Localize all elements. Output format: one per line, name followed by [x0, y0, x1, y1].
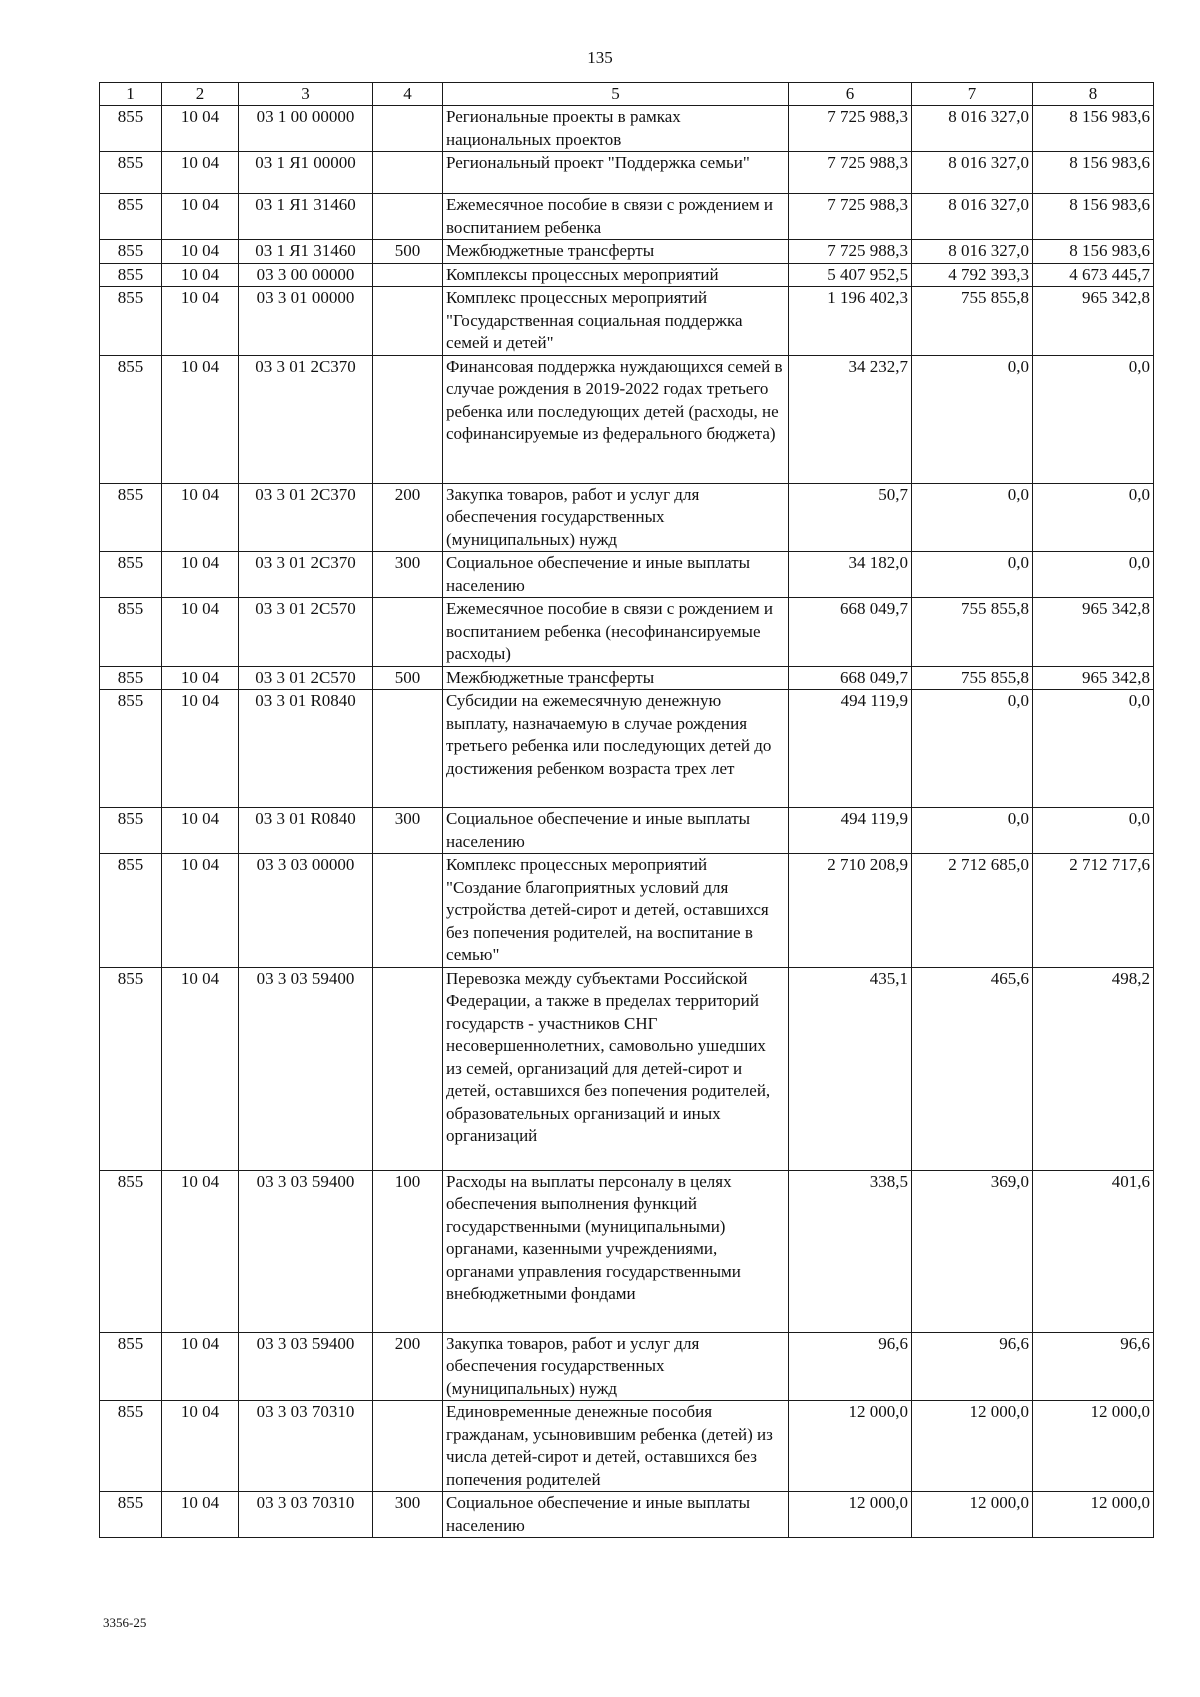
cell-expense-type: 300: [373, 552, 443, 598]
cell-amount-year-2: 8 016 327,0: [912, 106, 1033, 152]
cell-section: 10 04: [162, 355, 239, 483]
cell-amount-year-2: 12 000,0: [912, 1401, 1033, 1492]
cell-description: Региональные проекты в рамках национальных проектов: [443, 106, 789, 152]
cell-amount-year-1: 50,7: [789, 483, 912, 552]
cell-amount-year-3: 8 156 983,6: [1033, 106, 1154, 152]
cell-expense-type: 500: [373, 666, 443, 690]
cell-expense-type: [373, 967, 443, 1170]
cell-amount-year-3: 8 156 983,6: [1033, 152, 1154, 194]
cell-expense-type: 300: [373, 1492, 443, 1538]
cell-target-article: 03 3 01 2С570: [239, 666, 373, 690]
cell-admin-code: 855: [100, 240, 162, 264]
cell-admin-code: 855: [100, 152, 162, 194]
cell-amount-year-3: 965 342,8: [1033, 598, 1154, 667]
table-row: [100, 1332, 1154, 1401]
cell-amount-year-3: 965 342,8: [1033, 666, 1154, 690]
cell-target-article: 03 1 Я1 31460: [239, 240, 373, 264]
cell-target-article: 03 3 03 70310: [239, 1492, 373, 1538]
header-col-4: 4: [373, 83, 443, 106]
cell-amount-year-1: 435,1: [789, 967, 912, 1170]
cell-target-article: 03 1 Я1 31460: [239, 194, 373, 240]
cell-target-article: 03 3 03 59400: [239, 1170, 373, 1332]
cell-description: Финансовая поддержка нуждающихся семей в случае рождения в 2019-2022 годах третьего ребенка или последующих детей (расходы, не софинансируемые из федерального бюджета): [443, 355, 789, 483]
cell-admin-code: 855: [100, 483, 162, 552]
cell-target-article: 03 3 03 59400: [239, 1332, 373, 1401]
table-row: [100, 1170, 1154, 1332]
cell-amount-year-3: 401,6: [1033, 1170, 1154, 1332]
cell-expense-type: [373, 598, 443, 667]
cell-description: Комплекс процессных мероприятий "Создание благоприятных условий для устройства детей-сирот и детей, оставшихся без попечения родителей, на воспитание в семью": [443, 854, 789, 968]
cell-expense-type: [373, 854, 443, 968]
table-row: [100, 240, 1154, 264]
cell-section: 10 04: [162, 240, 239, 264]
budget-table: [99, 82, 1154, 1538]
cell-amount-year-3: 0,0: [1033, 808, 1154, 854]
cell-target-article: 03 3 01 2С570: [239, 598, 373, 667]
table-row: [100, 483, 1154, 552]
cell-section: 10 04: [162, 287, 239, 356]
cell-description: Региональный проект "Поддержка семьи": [443, 152, 789, 194]
cell-section: 10 04: [162, 854, 239, 968]
cell-section: 10 04: [162, 1170, 239, 1332]
cell-admin-code: 855: [100, 1492, 162, 1538]
cell-amount-year-2: 0,0: [912, 552, 1033, 598]
table-row: [100, 152, 1154, 194]
cell-amount-year-3: 96,6: [1033, 1332, 1154, 1401]
cell-amount-year-1: 7 725 988,3: [789, 194, 912, 240]
cell-amount-year-1: 7 725 988,3: [789, 240, 912, 264]
cell-admin-code: 855: [100, 194, 162, 240]
cell-expense-type: 500: [373, 240, 443, 264]
table-row: [100, 355, 1154, 483]
cell-admin-code: 855: [100, 106, 162, 152]
cell-amount-year-2: 369,0: [912, 1170, 1033, 1332]
cell-description: Социальное обеспечение и иные выплаты населению: [443, 552, 789, 598]
cell-section: 10 04: [162, 1401, 239, 1492]
table-row: [100, 263, 1154, 287]
cell-amount-year-1: 494 119,9: [789, 690, 912, 808]
cell-amount-year-3: 2 712 717,6: [1033, 854, 1154, 968]
cell-admin-code: 855: [100, 690, 162, 808]
cell-section: 10 04: [162, 194, 239, 240]
cell-admin-code: 855: [100, 1401, 162, 1492]
cell-amount-year-2: 12 000,0: [912, 1492, 1033, 1538]
cell-admin-code: 855: [100, 263, 162, 287]
cell-target-article: 03 3 00 00000: [239, 263, 373, 287]
header-col-5: 5: [443, 83, 789, 106]
page-number: 135: [587, 48, 613, 67]
cell-amount-year-2: 0,0: [912, 808, 1033, 854]
cell-amount-year-2: 0,0: [912, 690, 1033, 808]
cell-amount-year-2: 8 016 327,0: [912, 152, 1033, 194]
cell-description: Ежемесячное пособие в связи с рождением и воспитанием ребенка (несофинансируемые расходы): [443, 598, 789, 667]
cell-expense-type: 100: [373, 1170, 443, 1332]
cell-expense-type: [373, 152, 443, 194]
cell-amount-year-1: 96,6: [789, 1332, 912, 1401]
cell-amount-year-3: 12 000,0: [1033, 1401, 1154, 1492]
table-header: [100, 83, 1154, 106]
cell-admin-code: 855: [100, 552, 162, 598]
cell-expense-type: [373, 1401, 443, 1492]
cell-section: 10 04: [162, 666, 239, 690]
cell-section: 10 04: [162, 552, 239, 598]
cell-section: 10 04: [162, 1492, 239, 1538]
cell-section: 10 04: [162, 106, 239, 152]
cell-admin-code: 855: [100, 808, 162, 854]
table-row: [100, 194, 1154, 240]
table-row: [100, 808, 1154, 854]
cell-amount-year-1: 34 182,0: [789, 552, 912, 598]
cell-amount-year-2: 2 712 685,0: [912, 854, 1033, 968]
cell-amount-year-1: 7 725 988,3: [789, 152, 912, 194]
cell-section: 10 04: [162, 967, 239, 1170]
cell-section: 10 04: [162, 483, 239, 552]
cell-amount-year-3: 0,0: [1033, 355, 1154, 483]
cell-expense-type: 200: [373, 1332, 443, 1401]
header-col-6: 6: [789, 83, 912, 106]
cell-expense-type: [373, 690, 443, 808]
cell-amount-year-1: 5 407 952,5: [789, 263, 912, 287]
cell-description: Перевозка между субъектами Российской Федерации, а также в пределах территорий государств - участников СНГ несовершеннолетних, самовольно ушедших из семей, организаций для детей-сирот и детей, оставшихся без попечения родителей, образовательных организаций и иных организаций: [443, 967, 789, 1170]
header-col-1: 1: [100, 83, 162, 106]
header-col-2: 2: [162, 83, 239, 106]
cell-amount-year-2: 755 855,8: [912, 287, 1033, 356]
cell-expense-type: [373, 263, 443, 287]
table-row: [100, 666, 1154, 690]
table-row: [100, 287, 1154, 356]
cell-amount-year-3: 498,2: [1033, 967, 1154, 1170]
cell-target-article: 03 3 01 2С370: [239, 483, 373, 552]
header-col-7: 7: [912, 83, 1033, 106]
table-row: [100, 1401, 1154, 1492]
cell-description: Расходы на выплаты персоналу в целях обеспечения выполнения функций государственными (муниципальными) органами, казенными учреждениями, органами управления государственными внебюджетными фондами: [443, 1170, 789, 1332]
cell-expense-type: 300: [373, 808, 443, 854]
cell-admin-code: 855: [100, 355, 162, 483]
cell-target-article: 03 3 01 R0840: [239, 690, 373, 808]
cell-description: Ежемесячное пособие в связи с рождением и воспитанием ребенка: [443, 194, 789, 240]
cell-section: 10 04: [162, 263, 239, 287]
cell-target-article: 03 1 Я1 00000: [239, 152, 373, 194]
cell-description: Единовременные денежные пособия гражданам, усыновившим ребенка (детей) из числа детей-сирот и детей, оставшихся без попечения родителей: [443, 1401, 789, 1492]
cell-amount-year-2: 96,6: [912, 1332, 1033, 1401]
table-row: [100, 106, 1154, 152]
cell-target-article: 03 3 01 00000: [239, 287, 373, 356]
cell-description: Социальное обеспечение и иные выплаты населению: [443, 1492, 789, 1538]
cell-amount-year-1: 12 000,0: [789, 1401, 912, 1492]
cell-amount-year-2: 8 016 327,0: [912, 240, 1033, 264]
cell-amount-year-1: 12 000,0: [789, 1492, 912, 1538]
cell-admin-code: 855: [100, 287, 162, 356]
cell-amount-year-2: 0,0: [912, 483, 1033, 552]
cell-amount-year-1: 338,5: [789, 1170, 912, 1332]
cell-section: 10 04: [162, 808, 239, 854]
table-row: [100, 598, 1154, 667]
cell-expense-type: 200: [373, 483, 443, 552]
table-row: [100, 854, 1154, 968]
cell-amount-year-2: 755 855,8: [912, 666, 1033, 690]
cell-description: Закупка товаров, работ и услуг для обеспечения государственных (муниципальных) нужд: [443, 1332, 789, 1401]
cell-section: 10 04: [162, 690, 239, 808]
cell-admin-code: 855: [100, 1332, 162, 1401]
cell-amount-year-2: 465,6: [912, 967, 1033, 1170]
cell-target-article: 03 3 01 2С370: [239, 552, 373, 598]
cell-admin-code: 855: [100, 598, 162, 667]
cell-target-article: 03 3 01 R0840: [239, 808, 373, 854]
cell-amount-year-3: 8 156 983,6: [1033, 194, 1154, 240]
cell-amount-year-3: 8 156 983,6: [1033, 240, 1154, 264]
cell-amount-year-3: 12 000,0: [1033, 1492, 1154, 1538]
cell-description: Межбюджетные трансферты: [443, 240, 789, 264]
cell-amount-year-1: 34 232,7: [789, 355, 912, 483]
header-row: [100, 83, 1154, 106]
table-row: [100, 1492, 1154, 1538]
cell-description: Субсидии на ежемесячную денежную выплату, назначаемую в случае рождения третьего ребенка или последующих детей до достижения ребенком возраста трех лет: [443, 690, 789, 808]
cell-amount-year-1: 494 119,9: [789, 808, 912, 854]
cell-description: Комплексы процессных мероприятий: [443, 263, 789, 287]
cell-expense-type: [373, 287, 443, 356]
cell-amount-year-1: 1 196 402,3: [789, 287, 912, 356]
table-body: [100, 106, 1154, 1538]
cell-amount-year-3: 4 673 445,7: [1033, 263, 1154, 287]
cell-admin-code: 855: [100, 1170, 162, 1332]
cell-amount-year-1: 7 725 988,3: [789, 106, 912, 152]
cell-amount-year-1: 668 049,7: [789, 666, 912, 690]
cell-description: Комплекс процессных мероприятий "Государственная социальная поддержка семей и детей": [443, 287, 789, 356]
footer-document-code: 3356-25: [103, 1615, 147, 1630]
cell-section: 10 04: [162, 1332, 239, 1401]
cell-amount-year-3: 0,0: [1033, 552, 1154, 598]
cell-amount-year-2: 755 855,8: [912, 598, 1033, 667]
cell-description: Закупка товаров, работ и услуг для обеспечения государственных (муниципальных) нужд: [443, 483, 789, 552]
cell-target-article: 03 3 03 00000: [239, 854, 373, 968]
table-row: [100, 690, 1154, 808]
cell-section: 10 04: [162, 152, 239, 194]
cell-target-article: 03 3 01 2С370: [239, 355, 373, 483]
cell-description: Социальное обеспечение и иные выплаты населению: [443, 808, 789, 854]
cell-amount-year-2: 8 016 327,0: [912, 194, 1033, 240]
cell-section: 10 04: [162, 598, 239, 667]
cell-amount-year-1: 668 049,7: [789, 598, 912, 667]
cell-target-article: 03 3 03 59400: [239, 967, 373, 1170]
cell-admin-code: 855: [100, 967, 162, 1170]
cell-amount-year-2: 4 792 393,3: [912, 263, 1033, 287]
cell-amount-year-3: 0,0: [1033, 690, 1154, 808]
table-row: [100, 552, 1154, 598]
header-col-8: 8: [1033, 83, 1154, 106]
cell-amount-year-3: 965 342,8: [1033, 287, 1154, 356]
cell-amount-year-3: 0,0: [1033, 483, 1154, 552]
header-col-3: 3: [239, 83, 373, 106]
cell-expense-type: [373, 106, 443, 152]
cell-expense-type: [373, 355, 443, 483]
cell-target-article: 03 3 03 70310: [239, 1401, 373, 1492]
cell-amount-year-1: 2 710 208,9: [789, 854, 912, 968]
cell-expense-type: [373, 194, 443, 240]
cell-admin-code: 855: [100, 854, 162, 968]
cell-admin-code: 855: [100, 666, 162, 690]
cell-description: Межбюджетные трансферты: [443, 666, 789, 690]
cell-target-article: 03 1 00 00000: [239, 106, 373, 152]
table-row: [100, 967, 1154, 1170]
cell-amount-year-2: 0,0: [912, 355, 1033, 483]
